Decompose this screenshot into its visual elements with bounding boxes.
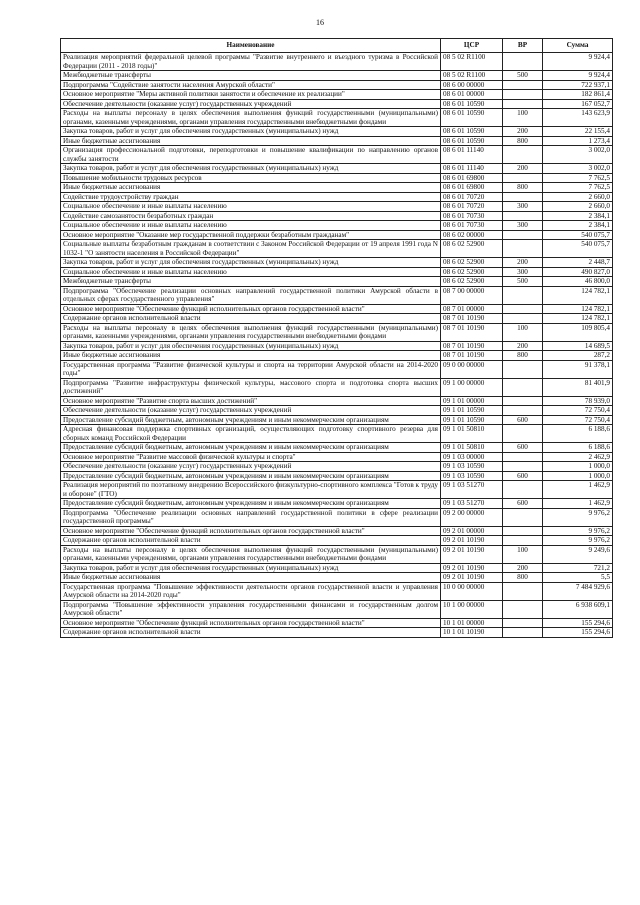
- csr-cell: 08 6 01 69800: [441, 173, 503, 183]
- name-cell: Межбюджетные трансферты: [61, 71, 441, 81]
- table-row: [61, 499, 613, 509]
- table-row: [61, 563, 613, 573]
- table-row: [61, 573, 613, 583]
- sum-cell: 72 750,4: [543, 406, 613, 416]
- name-cell: Иные бюджетные ассигнования: [61, 573, 441, 583]
- name-cell: Иные бюджетные ассигнования: [61, 136, 441, 146]
- vr-cell: 800: [503, 351, 543, 361]
- csr-cell: 09 2 00 00000: [441, 508, 503, 526]
- sum-cell: 9 924,4: [543, 53, 613, 71]
- csr-cell: 08 7 00 00000: [441, 286, 503, 304]
- vr-cell: [503, 240, 543, 258]
- table-row: [61, 183, 613, 193]
- name-cell: Подпрограмма "Обеспечение реализации основных направлений государственной политики в сфере реализации государственной программы": [61, 508, 441, 526]
- csr-cell: 08 7 01 10190: [441, 341, 503, 351]
- name-cell: Обеспечение деятельности (оказание услуг) государственных учреждений: [61, 406, 441, 416]
- name-cell: Социальное обеспечение и иные выплаты населению: [61, 221, 441, 231]
- sum-cell: 9 976,2: [543, 508, 613, 526]
- table-row: [61, 277, 613, 287]
- csr-cell: 08 5 02 R1100: [441, 53, 503, 71]
- sum-cell: 167 052,7: [543, 99, 613, 109]
- csr-cell: 10 0 00 00000: [441, 582, 503, 600]
- vr-cell: [503, 481, 543, 499]
- table-body: [61, 53, 613, 638]
- csr-cell: 08 6 01 00000: [441, 90, 503, 100]
- vr-cell: 200: [503, 164, 543, 174]
- csr-cell: 08 7 01 10190: [441, 323, 503, 341]
- sum-cell: 2 660,0: [543, 202, 613, 212]
- name-cell: Подпрограмма "Обеспечение реализации основных направлений государственной политики Амурской области в отдельных сферах государственного управления": [61, 286, 441, 304]
- table-row: [61, 341, 613, 351]
- sum-cell: 9 976,2: [543, 536, 613, 546]
- csr-cell: 09 1 01 50810: [441, 443, 503, 453]
- csr-cell: 09 1 03 10590: [441, 462, 503, 472]
- csr-cell: 09 2 01 10190: [441, 536, 503, 546]
- table-row: [61, 202, 613, 212]
- vr-cell: [503, 396, 543, 406]
- name-cell: Адресная финансовая поддержка спортивных организаций, осуществляющих подготовку спортивного резерва для сборных команд Российской Федерации: [61, 425, 441, 443]
- table-row: [61, 192, 613, 202]
- name-cell: Закупка товаров, работ и услуг для обеспечения государственных (муниципальных) нужд: [61, 258, 441, 268]
- sum-cell: 2 384,1: [543, 221, 613, 231]
- vr-cell: [503, 378, 543, 396]
- name-cell: Закупка товаров, работ и услуг для обеспечения государственных (муниципальных) нужд: [61, 563, 441, 573]
- csr-cell: 09 1 01 10590: [441, 415, 503, 425]
- vr-cell: [503, 452, 543, 462]
- name-cell: Подпрограмма "Развитие инфраструктуры физической культуры, массового спорта и подготовка спорта высших достижений": [61, 378, 441, 396]
- name-cell: Обеспечение деятельности (оказание услуг) государственных учреждений: [61, 462, 441, 472]
- csr-cell: 08 7 01 10190: [441, 314, 503, 324]
- csr-cell: 09 1 01 50810: [441, 425, 503, 443]
- sum-cell: 91 378,1: [543, 360, 613, 378]
- sum-cell: 6 938 609,1: [543, 600, 613, 618]
- name-cell: Расходы на выплаты персоналу в целях обеспечения выполнения функций государственными (муниципальными) органами, казенными учреждениями, органами управления государственными внебюджетными фондами: [61, 323, 441, 341]
- table-row: [61, 146, 613, 164]
- table-row: [61, 136, 613, 146]
- csr-cell: 08 6 01 10590: [441, 99, 503, 109]
- csr-cell: 08 6 01 70720: [441, 192, 503, 202]
- sum-cell: 155 294,6: [543, 628, 613, 638]
- csr-cell: 08 6 02 52900: [441, 240, 503, 258]
- table-row: [61, 443, 613, 453]
- table-row: [61, 314, 613, 324]
- csr-cell: 09 2 01 10190: [441, 545, 503, 563]
- sum-cell: 2 448,7: [543, 258, 613, 268]
- sum-cell: 3 002,0: [543, 164, 613, 174]
- csr-cell: 08 6 01 69800: [441, 183, 503, 193]
- name-cell: Содержание органов исполнительной власти: [61, 628, 441, 638]
- sum-cell: 14 689,5: [543, 341, 613, 351]
- vr-cell: 300: [503, 202, 543, 212]
- name-cell: Государственная программа "Повышение эффективности деятельности органов государственной власти и управления Амурской области на 2014-2020 годы": [61, 582, 441, 600]
- header-sum: Сумма: [543, 39, 613, 53]
- csr-cell: 09 1 03 10590: [441, 471, 503, 481]
- table-row: [61, 230, 613, 240]
- header-vr: ВР: [503, 39, 543, 53]
- csr-cell: 09 1 03 00000: [441, 452, 503, 462]
- name-cell: Предоставление субсидий бюджетным, автономным учреждениям и иным некоммерческим организациям: [61, 443, 441, 453]
- name-cell: Основное мероприятие "Развитие спорта высших достижений": [61, 396, 441, 406]
- sum-cell: 1 273,4: [543, 136, 613, 146]
- name-cell: Предоставление субсидий бюджетным, автономным учреждениям и иным некоммерческим организациям: [61, 499, 441, 509]
- name-cell: Закупка товаров, работ и услуг для обеспечения государственных (муниципальных) нужд: [61, 341, 441, 351]
- table-row: [61, 304, 613, 314]
- csr-cell: 10 1 00 00000: [441, 600, 503, 618]
- table-row: [61, 99, 613, 109]
- vr-cell: [503, 99, 543, 109]
- name-cell: Повышение мобильности трудовых ресурсов: [61, 173, 441, 183]
- vr-cell: [503, 628, 543, 638]
- vr-cell: [503, 230, 543, 240]
- csr-cell: 08 6 02 52900: [441, 267, 503, 277]
- vr-cell: 200: [503, 258, 543, 268]
- table-row: [61, 378, 613, 396]
- sum-cell: 1 462,9: [543, 499, 613, 509]
- table-row: [61, 258, 613, 268]
- table-header-row: [61, 39, 613, 53]
- csr-cell: 08 6 01 11140: [441, 164, 503, 174]
- table-row: [61, 173, 613, 183]
- csr-cell: 09 1 00 00000: [441, 378, 503, 396]
- name-cell: Основное мероприятие "Обеспечение функций исполнительных органов государственной власти": [61, 618, 441, 628]
- vr-cell: 600: [503, 471, 543, 481]
- vr-cell: [503, 173, 543, 183]
- csr-cell: 09 1 01 00000: [441, 396, 503, 406]
- vr-cell: [503, 304, 543, 314]
- name-cell: Иные бюджетные ассигнования: [61, 183, 441, 193]
- name-cell: Закупка товаров, работ и услуг для обеспечения государственных (муниципальных) нужд: [61, 127, 441, 137]
- vr-cell: 300: [503, 267, 543, 277]
- csr-cell: 08 6 02 52900: [441, 258, 503, 268]
- table-row: [61, 360, 613, 378]
- sum-cell: 2 462,9: [543, 452, 613, 462]
- name-cell: Социальное обеспечение и иные выплаты населению: [61, 202, 441, 212]
- name-cell: Реализация мероприятий по поэтапному внедрению Всероссийского физкультурно-спортивного комплекса "Готов к труду и обороне" (ГТО): [61, 481, 441, 499]
- table-row: [61, 267, 613, 277]
- table-row: [61, 164, 613, 174]
- vr-cell: 600: [503, 499, 543, 509]
- sum-cell: 109 805,4: [543, 323, 613, 341]
- table-row: [61, 452, 613, 462]
- name-cell: Расходы на выплаты персоналу в целях обеспечения выполнения функций государственными (муниципальными) органами, казенными учреждениями, органами управления государственными внебюджетными фондами: [61, 545, 441, 563]
- sum-cell: 9 976,2: [543, 526, 613, 536]
- vr-cell: 200: [503, 341, 543, 351]
- vr-cell: [503, 90, 543, 100]
- name-cell: Иные бюджетные ассигнования: [61, 351, 441, 361]
- sum-cell: 1 462,9: [543, 481, 613, 499]
- name-cell: Подпрограмма "Содействие занятости населения Амурской области": [61, 80, 441, 90]
- sum-cell: 7 762,5: [543, 173, 613, 183]
- vr-cell: 100: [503, 545, 543, 563]
- table-row: [61, 425, 613, 443]
- vr-cell: [503, 425, 543, 443]
- vr-cell: [503, 508, 543, 526]
- name-cell: Содержание органов исполнительной власти: [61, 536, 441, 546]
- csr-cell: 09 1 03 51270: [441, 481, 503, 499]
- sum-cell: 72 750,4: [543, 415, 613, 425]
- vr-cell: 500: [503, 71, 543, 81]
- csr-cell: 08 6 01 70730: [441, 221, 503, 231]
- table-row: [61, 526, 613, 536]
- sum-cell: 721,2: [543, 563, 613, 573]
- csr-cell: 09 2 01 10190: [441, 573, 503, 583]
- name-cell: Предоставление субсидий бюджетным, автономным учреждениям и иным некоммерческим организациям: [61, 415, 441, 425]
- table-row: [61, 71, 613, 81]
- vr-cell: 100: [503, 109, 543, 127]
- csr-cell: 09 2 01 10190: [441, 563, 503, 573]
- sum-cell: 7 484 929,6: [543, 582, 613, 600]
- sum-cell: 124 782,1: [543, 286, 613, 304]
- vr-cell: 800: [503, 183, 543, 193]
- csr-cell: 08 6 02 00000: [441, 230, 503, 240]
- vr-cell: 600: [503, 415, 543, 425]
- csr-cell: 09 1 03 51270: [441, 499, 503, 509]
- name-cell: Предоставление субсидий бюджетным, автономным учреждениям и иным некоммерческим организациям: [61, 471, 441, 481]
- table-row: [61, 109, 613, 127]
- table-row: [61, 323, 613, 341]
- csr-cell: 08 6 00 00000: [441, 80, 503, 90]
- csr-cell: 10 1 01 10190: [441, 628, 503, 638]
- table-row: [61, 127, 613, 137]
- name-cell: Основное мероприятие "Оказание мер государственной поддержки безработным гражданам": [61, 230, 441, 240]
- vr-cell: 600: [503, 443, 543, 453]
- sum-cell: 9 924,4: [543, 71, 613, 81]
- sum-cell: 6 188,6: [543, 443, 613, 453]
- sum-cell: 722 937,1: [543, 80, 613, 90]
- csr-cell: 08 6 01 70730: [441, 211, 503, 221]
- table-row: [61, 508, 613, 526]
- vr-cell: 800: [503, 573, 543, 583]
- page-number: 16: [316, 18, 324, 27]
- vr-cell: [503, 600, 543, 618]
- name-cell: Организация профессиональной подготовки, переподготовки и повышение квалификации по направлению органов службы занятости: [61, 146, 441, 164]
- csr-cell: 08 6 01 70720: [441, 202, 503, 212]
- vr-cell: [503, 406, 543, 416]
- header-name: Наименование: [61, 39, 441, 53]
- sum-cell: 490 827,0: [543, 267, 613, 277]
- name-cell: Основное мероприятие "Обеспечение функций исполнительных органов государственной власти": [61, 304, 441, 314]
- name-cell: Социальное обеспечение и иные выплаты населению: [61, 267, 441, 277]
- sum-cell: 540 075,7: [543, 240, 613, 258]
- sum-cell: 124 782,1: [543, 314, 613, 324]
- csr-cell: 10 1 01 00000: [441, 618, 503, 628]
- name-cell: Реализация мероприятий федеральной целевой программы "Развитие внутреннего и въездного туризма в Российской Федерации (2011 - 2018 годы)": [61, 53, 441, 71]
- sum-cell: 124 782,1: [543, 304, 613, 314]
- table-row: [61, 618, 613, 628]
- table-row: [61, 415, 613, 425]
- name-cell: Основное мероприятие "Обеспечение функций исполнительных органов государственной власти": [61, 526, 441, 536]
- name-cell: Государственная программа "Развитие физической культуры и спорта на территории Амурской области на 2014-2020 годы": [61, 360, 441, 378]
- vr-cell: 100: [503, 323, 543, 341]
- budget-table: [60, 38, 613, 638]
- csr-cell: 08 6 01 10590: [441, 136, 503, 146]
- table-row: [61, 582, 613, 600]
- table-row: [61, 90, 613, 100]
- table-row: [61, 211, 613, 221]
- vr-cell: [503, 462, 543, 472]
- sum-cell: 6 188,6: [543, 425, 613, 443]
- table-row: [61, 628, 613, 638]
- name-cell: Основное мероприятие "Развитие массовой физической культуры и спорта": [61, 452, 441, 462]
- vr-cell: 200: [503, 563, 543, 573]
- vr-cell: [503, 146, 543, 164]
- name-cell: Подпрограмма "Повышение эффективности управления государственными финансами и государственным долгом Амурской области": [61, 600, 441, 618]
- sum-cell: 78 939,0: [543, 396, 613, 406]
- name-cell: Содействие самозанятости безработных граждан: [61, 211, 441, 221]
- csr-cell: 08 6 01 10590: [441, 109, 503, 127]
- sum-cell: 155 294,6: [543, 618, 613, 628]
- sum-cell: 2 660,0: [543, 192, 613, 202]
- table-row: [61, 462, 613, 472]
- vr-cell: [503, 286, 543, 304]
- name-cell: Обеспечение деятельности (оказание услуг) государственных учреждений: [61, 99, 441, 109]
- sum-cell: 81 401,9: [543, 378, 613, 396]
- table-row: [61, 286, 613, 304]
- vr-cell: [503, 618, 543, 628]
- name-cell: Расходы на выплаты персоналу в целях обеспечения выполнения функций государственными (муниципальными) органами, казенными учреждениями, органами управления государственными внебюджетными фондами: [61, 109, 441, 127]
- csr-cell: 08 7 01 00000: [441, 304, 503, 314]
- name-cell: Социальные выплаты безработным гражданам в соответствии с Законом Российской Федерации от 19 апреля 1991 года N 1032-1 "О занятости населения в Российской Федерации": [61, 240, 441, 258]
- sum-cell: 7 762,5: [543, 183, 613, 193]
- table-row: [61, 396, 613, 406]
- vr-cell: [503, 211, 543, 221]
- vr-cell: [503, 192, 543, 202]
- vr-cell: 800: [503, 136, 543, 146]
- vr-cell: [503, 536, 543, 546]
- csr-cell: 08 7 01 10190: [441, 351, 503, 361]
- sum-cell: 22 155,4: [543, 127, 613, 137]
- table-row: [61, 53, 613, 71]
- vr-cell: 200: [503, 127, 543, 137]
- name-cell: Закупка товаров, работ и услуг для обеспечения государственных (муниципальных) нужд: [61, 164, 441, 174]
- vr-cell: [503, 314, 543, 324]
- vr-cell: [503, 360, 543, 378]
- sum-cell: 5,5: [543, 573, 613, 583]
- name-cell: Межбюджетные трансферты: [61, 277, 441, 287]
- table-row: [61, 221, 613, 231]
- csr-cell: 09 0 00 00000: [441, 360, 503, 378]
- vr-cell: [503, 526, 543, 536]
- csr-cell: 09 1 01 10590: [441, 406, 503, 416]
- sum-cell: 182 861,4: [543, 90, 613, 100]
- name-cell: Содействие трудоустройству граждан: [61, 192, 441, 202]
- table-row: [61, 351, 613, 361]
- vr-cell: [503, 80, 543, 90]
- name-cell: Содержание органов исполнительной власти: [61, 314, 441, 324]
- vr-cell: [503, 53, 543, 71]
- sum-cell: 287,2: [543, 351, 613, 361]
- sum-cell: 143 623,9: [543, 109, 613, 127]
- vr-cell: 300: [503, 221, 543, 231]
- sum-cell: 3 002,0: [543, 146, 613, 164]
- table-row: [61, 536, 613, 546]
- vr-cell: [503, 582, 543, 600]
- table-row: [61, 240, 613, 258]
- sum-cell: 1 000,0: [543, 462, 613, 472]
- sum-cell: 9 249,6: [543, 545, 613, 563]
- csr-cell: 08 6 01 11140: [441, 146, 503, 164]
- table-row: [61, 80, 613, 90]
- csr-cell: 09 2 01 00000: [441, 526, 503, 536]
- name-cell: Основное мероприятие "Меры активной политики занятости и обеспечение их реализации": [61, 90, 441, 100]
- sum-cell: 2 384,1: [543, 211, 613, 221]
- table-row: [61, 481, 613, 499]
- sum-cell: 1 000,0: [543, 471, 613, 481]
- sum-cell: 540 075,7: [543, 230, 613, 240]
- csr-cell: 08 5 02 R1100: [441, 71, 503, 81]
- vr-cell: 500: [503, 277, 543, 287]
- header-csr: ЦСР: [441, 39, 503, 53]
- table-row: [61, 545, 613, 563]
- sum-cell: 46 800,0: [543, 277, 613, 287]
- table-row: [61, 471, 613, 481]
- csr-cell: 08 6 01 10590: [441, 127, 503, 137]
- table-row: [61, 406, 613, 416]
- csr-cell: 08 6 02 52900: [441, 277, 503, 287]
- table-row: [61, 600, 613, 618]
